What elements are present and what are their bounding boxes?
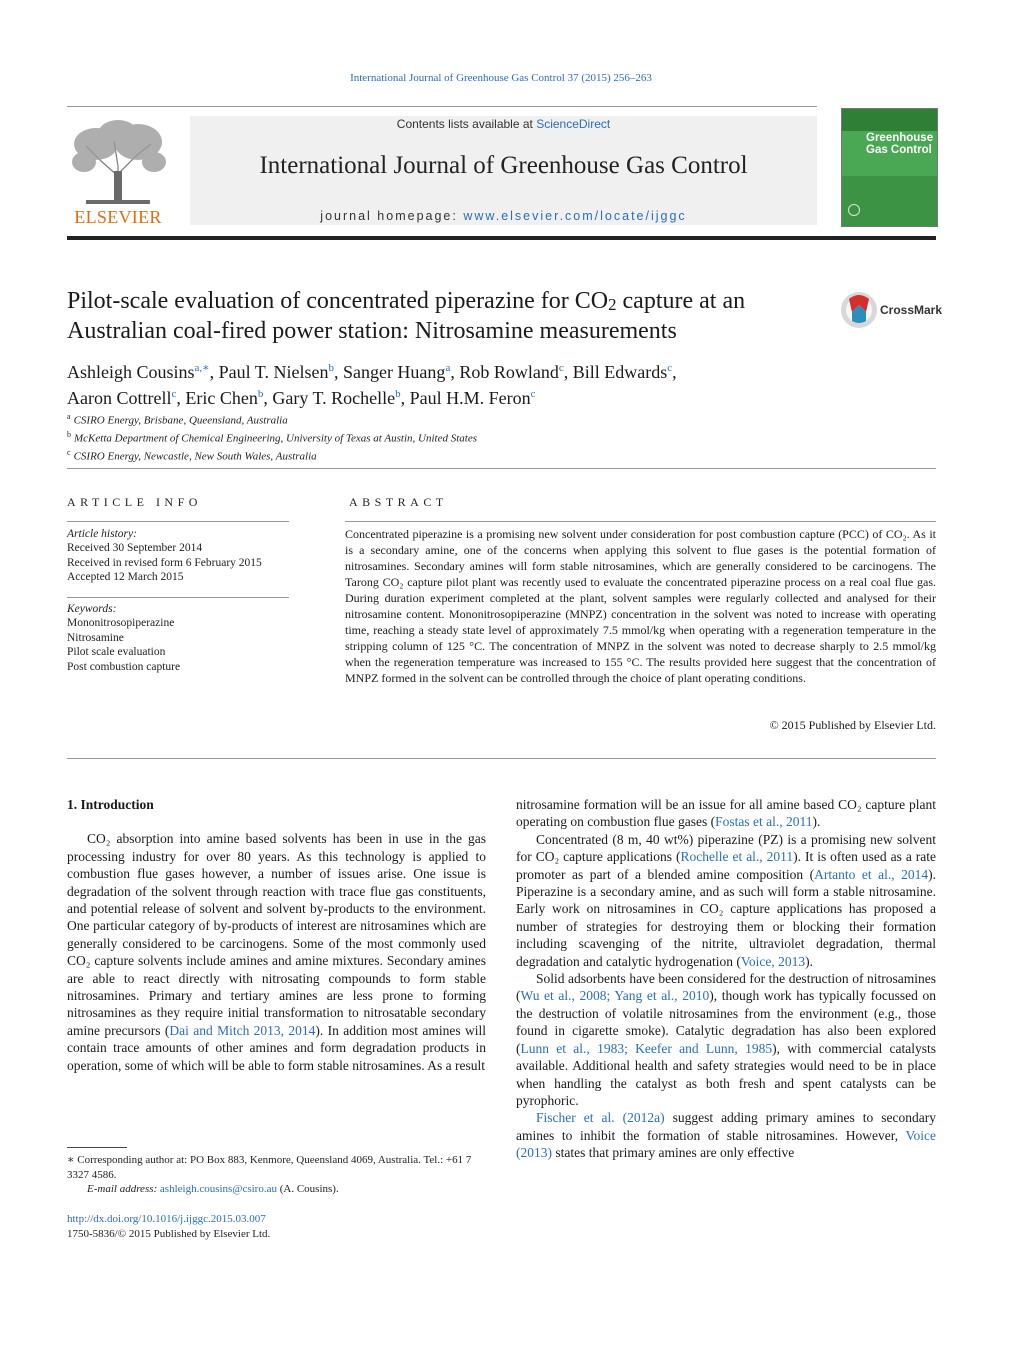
author[interactable]: Bill Edwards$^c$ bbox=[572, 362, 673, 382]
keywords-label: Keywords: bbox=[67, 603, 117, 615]
accepted-date: Accepted 12 March 2015 bbox=[67, 571, 184, 584]
cover-title-line1: Greenhouse bbox=[866, 132, 934, 144]
paragraph: CO₂ absorption into amine based solvents has been in use in the gas processing industry for over 80 years. As this technology is applied to combustion flue gases however, a number of issues arise. One issue is degradation of the solvent through reaction with trace flue gas constituents, and potential release of solvent and solvent by-products to the environment. One particular category of by-products of interest are nitrosamines which are generally considered to be carcinogens. Some of the most commonly used CO₂ capture solvents include amines and amine mixtures. Secondary amines are able to react directly with nitrosating compounds to form stable nitrosamines. Primary and tertiary amines are less prone to forming nitrosamines as they require initial transformation to nitrosatable secondary amine precursors (Dai and Mitch 2013, 2014). In addition most amines will contain trace amounts of other amines and form degradation products in operation, some of which will be able to form stable nitrosamines. As a result bbox=[67, 831, 486, 1073]
author[interactable]: Gary T. Rochelle$^b$ bbox=[272, 388, 401, 408]
title-part1: Pilot-scale evaluation of concentrated piperazine for CO bbox=[67, 288, 609, 314]
doi-block bbox=[67, 1212, 486, 1241]
issn-line: 1750-5836/© 2015 Published by Elsevier Ltd. bbox=[67, 1227, 271, 1240]
citation-link[interactable]: Voice (2013) bbox=[516, 1127, 936, 1161]
title-part2: capture at an Australian coal-fired power station: Nitrosamine measurements bbox=[67, 288, 746, 344]
title-subscript: 2 bbox=[608, 295, 617, 314]
paragraph: Fischer et al. (2012a) suggest adding primary amines to secondary amines to inhibit the formation of stable nitrosamines. However, Voice (2013) states that primary amines are only effective bbox=[516, 1110, 936, 1161]
keyword: Post combustion capture bbox=[67, 660, 181, 673]
history-label: Article history: bbox=[67, 528, 137, 540]
divider bbox=[345, 521, 936, 522]
affiliation: $^c$ CSIRO Energy, Newcastle, New South Wales, Australia bbox=[67, 448, 317, 463]
journal-cover[interactable] bbox=[841, 108, 938, 227]
doi-link[interactable]: http://dx.doi.org/10.1016/j.ijggc.2015.03.007 bbox=[67, 1213, 266, 1225]
journal-title: International Journal of Greenhouse Gas Control bbox=[259, 152, 748, 179]
footnote-rule bbox=[67, 1147, 127, 1148]
author[interactable]: Sanger Huang$^a$ bbox=[342, 362, 451, 382]
journal-homepage bbox=[190, 209, 817, 223]
corresponding-author-note: ∗ Corresponding author at: PO Box 883, Kenmore, Queensland 4069, Australia. Tel.: +61 7 3327 4586. bbox=[67, 1154, 472, 1181]
citation-link[interactable]: Fischer et al. (2012a) bbox=[536, 1110, 665, 1126]
divider bbox=[67, 468, 936, 469]
email-label: E-mail address: bbox=[87, 1183, 160, 1195]
citation-link[interactable]: Voice, 2013 bbox=[740, 953, 806, 969]
citation-link[interactable]: Rochelle et al., 2011 bbox=[680, 849, 794, 865]
author[interactable]: Paul H.M. Feron$^c$ bbox=[409, 388, 536, 408]
email-suffix: (A. Cousins). bbox=[276, 1183, 339, 1195]
cover-title bbox=[866, 132, 933, 156]
body-left-column bbox=[67, 796, 486, 1074]
author[interactable]: Paul T. Nielsen$^b$ bbox=[218, 362, 334, 382]
homepage-link[interactable]: www.elsevier.com/locate/ijggc bbox=[463, 209, 687, 223]
keyword: Mononitrosopiperazine bbox=[67, 617, 175, 630]
cover-title-line2: Gas Control bbox=[866, 144, 932, 156]
sciencedirect-link[interactable]: ScienceDirect bbox=[536, 117, 611, 131]
keyword: Pilot scale evaluation bbox=[67, 646, 166, 659]
section-heading: 1. Introduction bbox=[67, 797, 154, 812]
contents-prefix: Contents lists available at bbox=[396, 117, 537, 131]
keywords bbox=[67, 602, 289, 674]
affiliations bbox=[67, 410, 767, 464]
author-list: Ashleigh Cousins$^{a,∗}$, Paul T. Nielsen$^b$, Sanger Huang$^a$, Rob Rowland$^c$, Bill Edwards$^c$, Aaron Cottrell$^c$, Eric Chen$^b$, Gary T. Rochelle$^b$, Paul H.M. Feron$^c$ bbox=[67, 362, 677, 408]
affiliation: $^a$ CSIRO Energy, Brisbane, Queensland, Australia bbox=[67, 412, 288, 427]
crossmark-icon bbox=[840, 291, 878, 329]
paragraph: Concentrated (8 m, 40 wt%) piperazine (PZ) is a promising new solvent for CO₂ capture applications (Rochelle et al., 2011). It is often used as a rate promoter as part of a blended amine composition (Artanto et al., 2014). Piperazine is a secondary amine, and as such will form a stable nitrosamine. Early work on nitrosamines in CO₂ capture applications has proposed a number of strategies for destroying them or blocking their formation including scavenging of the nitrite, ultraviolet degradation, thermal degradation and catalytic hydrogenation (Voice, 2013). bbox=[516, 831, 937, 969]
crossmark-badge[interactable] bbox=[840, 291, 943, 329]
paragraph: nitrosamine formation will be an issue for all amine based CO₂ capture plant operating on combustion flue gases (Fostas et al., 2011). bbox=[516, 797, 936, 830]
contents-line bbox=[190, 117, 817, 131]
divider bbox=[67, 521, 289, 522]
citation-link[interactable]: Fostas et al., 2011 bbox=[715, 814, 813, 830]
email-line bbox=[67, 1182, 486, 1197]
elsevier-wordmark: ELSEVIER bbox=[74, 207, 162, 227]
author[interactable]: Aaron Cottrell$^c$ bbox=[67, 388, 177, 408]
citation-link[interactable]: Wu et al., 2008; Yang et al., 2010 bbox=[520, 988, 710, 1004]
elsevier-logo bbox=[66, 116, 170, 228]
cover-seal-icon bbox=[848, 204, 860, 216]
header-thick-rule bbox=[67, 236, 936, 240]
citation-link[interactable]: Dai and Mitch 2013, 2014 bbox=[169, 1022, 316, 1038]
abstract-label: ABSTRACT bbox=[349, 495, 448, 509]
affiliation: $^b$ McKetta Department of Chemical Engineering, University of Texas at Austin, United States bbox=[67, 430, 477, 445]
abstract-copyright: © 2015 Published by Elsevier Ltd. bbox=[769, 718, 936, 732]
paragraph: Solid adsorbents have been considered for the destruction of nitrosamines (Wu et al., 2008; Yang et al., 2010), though work has typically focussed on the destruction of volatile nitrosamines from the environment (e.g., those found in cigarette smoke). Catalytic degradation has also been explored (Lunn et al., 1983; Keefer and Lunn, 1985), with commercial catalysts available. Additional health and safety strategies would need to be in place when handling the catalyst as both fresh and spent catalysts can be pyrophoric. bbox=[516, 971, 937, 1108]
divider bbox=[67, 597, 289, 598]
author[interactable]: Ashleigh Cousins$^{a,∗}$ bbox=[67, 362, 210, 382]
header-rule bbox=[67, 106, 817, 107]
email-link[interactable]: ashleigh.cousins@csiro.au bbox=[159, 1183, 277, 1195]
author[interactable]: Rob Rowland$^c$ bbox=[459, 362, 564, 382]
crossmark-label: CrossMark bbox=[880, 303, 943, 317]
author[interactable]: Eric Chen$^b$ bbox=[185, 388, 264, 408]
footnote-corresponding bbox=[67, 1153, 486, 1197]
keyword: Nitrosamine bbox=[67, 631, 124, 644]
homepage-label: journal homepage: bbox=[320, 209, 464, 223]
journal-citation[interactable]: International Journal of Greenhouse Gas Control 37 (2015) 256–263 bbox=[350, 72, 652, 84]
article-title bbox=[67, 286, 807, 346]
article-history bbox=[67, 527, 289, 585]
revised-date: Received in revised form 6 February 2015 bbox=[67, 556, 262, 569]
body-right-column bbox=[516, 796, 936, 1162]
received-date: Received 30 September 2014 bbox=[67, 542, 203, 555]
elsevier-tree-icon bbox=[66, 116, 170, 208]
divider bbox=[67, 758, 936, 759]
citation-link[interactable]: Lunn et al., 1983; Keefer and Lunn, 1985 bbox=[520, 1040, 773, 1056]
abstract-text: Concentrated piperazine is a promising new solvent under consideration for post combustion capture (PCC) of CO₂. As it is a secondary amine, one of the concerns when applying this solvent to flue gases is the potential formation of nitrosamines. Secondary amines will form stable nitrosamines, which are generally considered to be carcinogens. The Tarong CO₂ capture pilot plant was recently used to evaluate the concentrated piperazine process on a real coal flue gas. During duration experiment completed at the plant, solvent samples were regularly collected and analysed for their nitrosamine content. Mononitrosopiperazine (MNPZ) concentration in the solvent was noted to increase with operating time, reaching a steady state level of approximately 7.5 mmol/kg when operating with a regeneration temperature in the stripping column of 125 °C. The concentration of MNPZ in the solvent was noted to decrease sharply to 2.5 mmol/kg when the regeneration temperature was increased to 155 °C. The results provided here suggest that the concentration of MNPZ formed in the solvent can be controlled through the choice of plant operating conditions. bbox=[345, 527, 936, 685]
article-info-label: ARTICLE INFO bbox=[67, 495, 202, 509]
citation-link[interactable]: Artanto et al., 2014 bbox=[814, 866, 929, 882]
